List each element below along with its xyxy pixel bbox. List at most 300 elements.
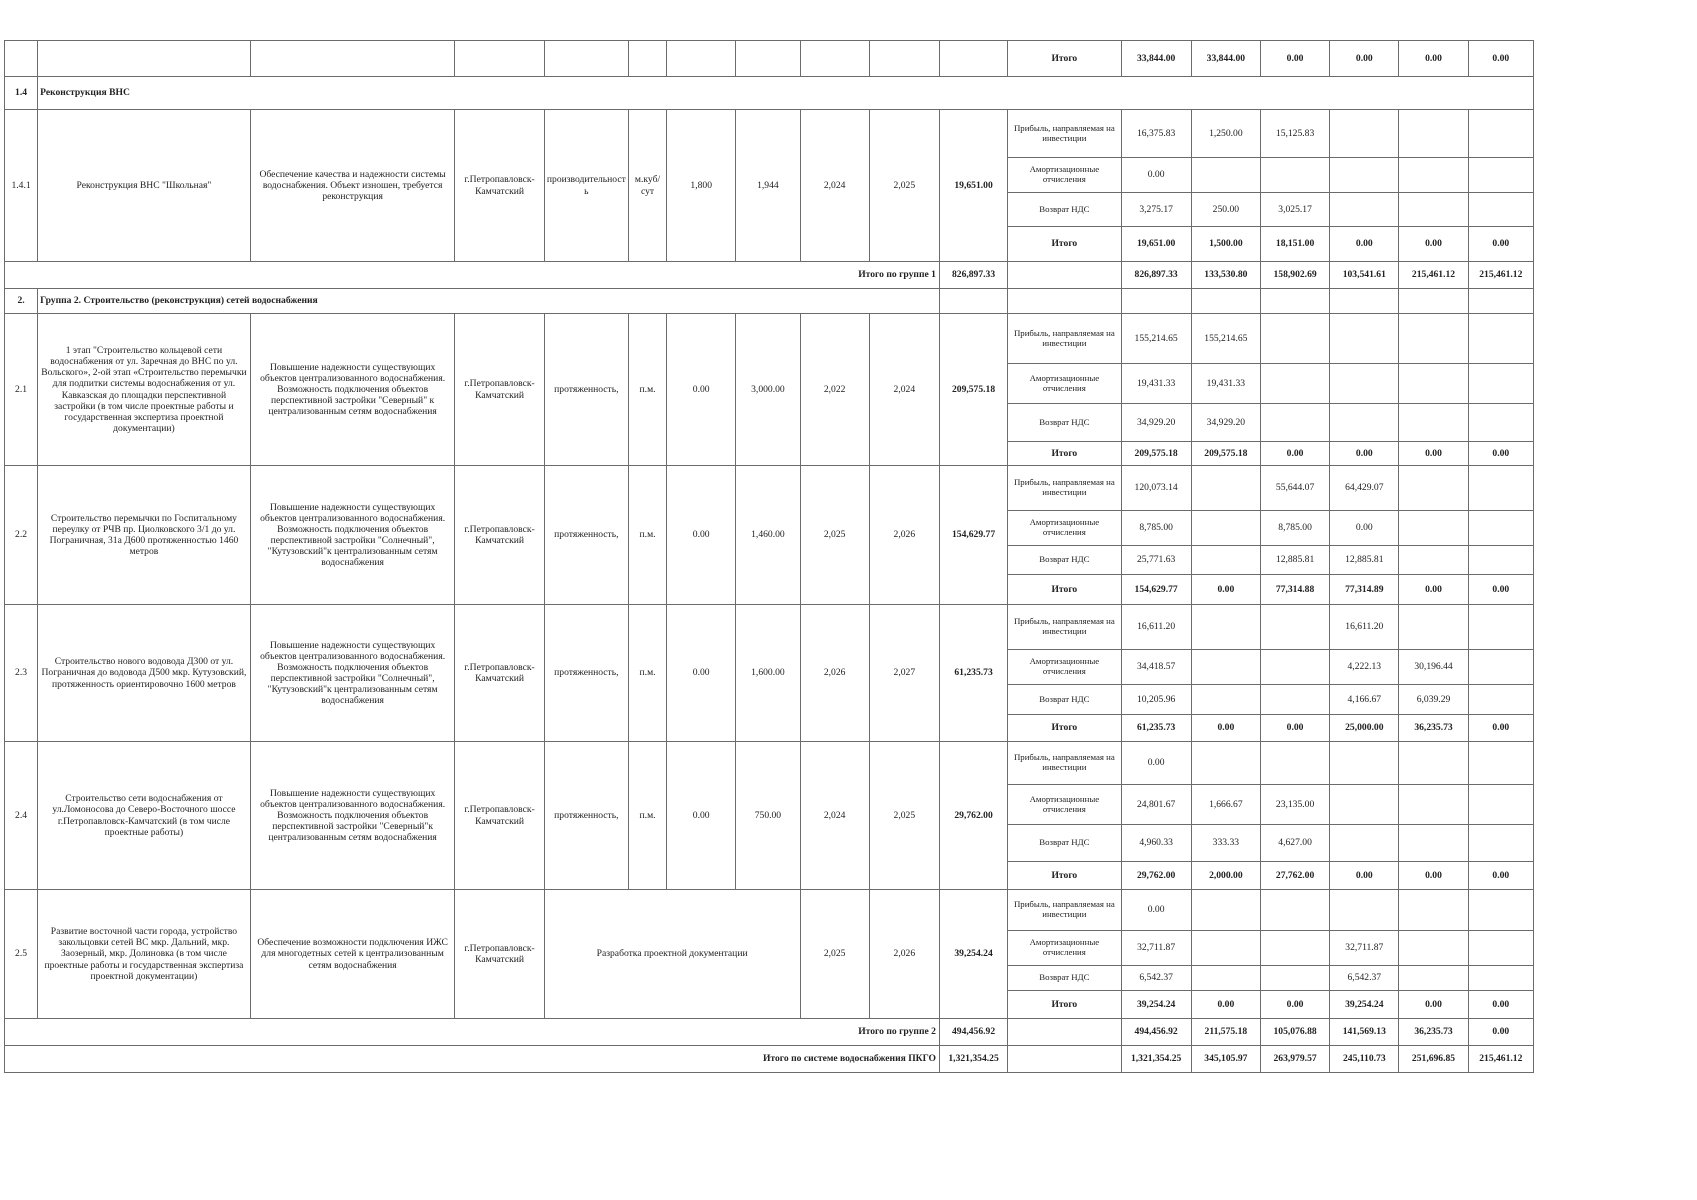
group-total-label: Итого по группе 2 [5,1019,940,1046]
value-cell: 30,196.44 [1399,650,1468,685]
project-purpose: Обеспечение возможности подключения ИЖС для многодетных сетей к централизованным сетям водоснабжения [250,890,455,1019]
empty-cell [1008,1046,1121,1073]
value-cell: 15,125.83 [1260,110,1329,158]
project-purpose: Повышение надежности существующих объектов централизованного водоснабжения. Возможность подключения объектов перспективной застройки "Солнечный", "Кутузовский"к централизованным сетям водоснабжения [250,466,455,605]
project-cost: 154,629.77 [939,466,1007,605]
funding-source-label: Амортизационные отчисления [1008,931,1121,966]
project-parameter: протяженность, [544,605,628,742]
value-cell [1399,511,1468,546]
value-cell: 25,771.63 [1121,546,1191,575]
project-note: Разработка проектной документации [544,890,800,1019]
project-location: г.Петропавловск-Камчатский [455,466,544,605]
value-cell [1191,650,1260,685]
value-cell: 39,254.24 [1121,991,1191,1019]
project-name: Развитие восточной части города, устройство закольцовки сетей ВС мкр. Дальний, мкр. Заозерный, мкр. Долиновка (в том числе проектные работы и государственная экспертиза проектной документации) [38,890,251,1019]
project-location: г.Петропавловск-Камчатский [455,742,544,890]
project-value-after: 1,460.00 [736,466,800,605]
total-label: Итого [1008,41,1121,77]
value-cell: 0.00 [1121,890,1191,931]
value-cell [1191,158,1260,193]
value-cell: 1,250.00 [1191,110,1260,158]
value-cell: 34,929.20 [1191,404,1260,442]
empty-cell [250,41,455,77]
value-cell [1330,364,1399,404]
value-cell [1468,650,1533,685]
project-start-year: 2,024 [800,110,869,262]
value-cell [1399,110,1468,158]
funding-source-label: Возврат НДС [1008,546,1121,575]
value-cell: 8,785.00 [1260,511,1329,546]
project-unit: п.м. [628,314,666,466]
project-purpose: Повышение надежности существующих объектов централизованного водоснабжения. Возможность подключения объектов перспективной застройки "Северный" к централизованным сетям водоснабжения [250,314,455,466]
empty-cell [455,41,544,77]
value-cell: 19,431.33 [1121,364,1191,404]
funding-source-label: Итого [1008,442,1121,466]
value-cell: 4,627.00 [1260,825,1329,862]
value-cell [1191,931,1260,966]
value-cell: 16,611.20 [1330,605,1399,650]
value-cell: 0.00 [1330,862,1399,890]
value-cell [1468,605,1533,650]
total-row [5,41,1534,77]
project-start-year: 2,025 [800,466,869,605]
value-cell: 36,235.73 [1399,715,1468,742]
value-cell: 12,885.81 [1260,546,1329,575]
value-cell [1399,364,1468,404]
value-cell: 0.00 [1399,442,1468,466]
project-name: Строительство нового водовода Д300 от ул. Пограничная до водовода Д500 мкр. Кутузовский, протяженность ориентировочно 1600 метров [38,605,251,742]
empty-cell [939,289,1007,314]
value-cell: 251,696.85 [1399,1046,1468,1073]
funding-source-label: Возврат НДС [1008,966,1121,991]
project-value-before: 0.00 [667,605,736,742]
value-cell [1260,931,1329,966]
value-cell [1468,966,1533,991]
value-cell [1191,966,1260,991]
section-number: 2. [5,289,38,314]
value-cell: 0.00 [1399,862,1468,890]
project-value-before: 0.00 [667,742,736,890]
empty-cell [1008,1019,1121,1046]
value-cell [1468,825,1533,862]
value-cell [1260,685,1329,715]
value-cell: 0.00 [1330,511,1399,546]
project-location: г.Петропавловск-Камчатский [455,110,544,262]
project-cost: 61,235.73 [939,605,1007,742]
value-cell: 0.00 [1399,227,1468,262]
investment-program-table [4,40,1534,1073]
empty-cell [1008,262,1121,289]
project-purpose: Обеспечение качества и надежности системы водоснабжения. Объект изношен, требуется реконструкция [250,110,455,262]
value-cell [1468,785,1533,825]
project-purpose: Повышение надежности существующих объектов централизованного водоснабжения. Возможность подключения объектов перспективной застройки "Северный"к централизованным сетям водоснабжения [250,742,455,890]
empty-cell [939,41,1007,77]
value-cell: 0.00 [1121,158,1191,193]
value-cell [1468,193,1533,227]
project-number: 2.4 [5,742,38,890]
value-cell: 0.00 [1260,715,1329,742]
funding-source-label: Возврат НДС [1008,193,1121,227]
project-start-year: 2,022 [800,314,869,466]
project-row [5,890,1534,931]
value-cell: 345,105.97 [1191,1046,1260,1073]
value-cell [1330,193,1399,227]
value-cell: 55,644.07 [1260,466,1329,511]
value-cell [1191,742,1260,785]
system-total-row [5,1046,1534,1073]
value-cell: 154,629.77 [1121,575,1191,605]
project-parameter: производительность [544,110,628,262]
value-cell: 16,375.83 [1121,110,1191,158]
value-cell: 0.00 [1399,575,1468,605]
value-cell [1468,742,1533,785]
project-number: 2.1 [5,314,38,466]
value-cell [1399,742,1468,785]
system-total-label: Итого по системе водоснабжения ПКГО [5,1046,940,1073]
project-name: 1 этап "Строительство кольцевой сети водоснабжения от ул. Заречная до ВНС по ул. Вольского», 2-ой этап «Строительство перемычки для подпитки системы водоснабжения от ул. Кавказская до площадки перспективной застройки (в том числе проектные работы и государственная экспертиза проектной документации) [38,314,251,466]
project-row [5,466,1534,511]
value-cell [1468,685,1533,715]
project-value-after: 1,944 [736,110,800,262]
value-cell: 0.00 [1191,715,1260,742]
value-cell: 0.00 [1468,575,1533,605]
value-cell [1191,890,1260,931]
value-cell [1399,605,1468,650]
project-number: 2.3 [5,605,38,742]
value-cell: 215,461.12 [1468,262,1533,289]
empty-cell [5,41,38,77]
funding-source-label: Амортизационные отчисления [1008,158,1121,193]
value-cell: 215,461.12 [1468,1046,1533,1073]
value-cell: 0.00 [1468,1019,1533,1046]
value-cell [1191,546,1260,575]
empty-cell [1330,289,1399,314]
funding-source-label: Амортизационные отчисления [1008,785,1121,825]
project-value-before: 1,800 [667,110,736,262]
value-cell: 77,314.89 [1330,575,1399,605]
value-cell: 103,541.61 [1330,262,1399,289]
value-cell: 0.00 [1330,41,1399,77]
funding-source-label: Возврат НДС [1008,825,1121,862]
empty-cell [869,41,939,77]
value-cell: 4,960.33 [1121,825,1191,862]
value-cell [1399,193,1468,227]
funding-source-label: Прибыль, направляемая на инвестиции [1008,742,1121,785]
funding-source-label: Прибыль, направляемая на инвестиции [1008,314,1121,364]
value-cell [1191,511,1260,546]
value-cell: 32,711.87 [1121,931,1191,966]
project-number: 2.2 [5,466,38,605]
funding-source-label: Возврат НДС [1008,685,1121,715]
project-name: Реконструкция ВНС "Школьная" [38,110,251,262]
project-unit: п.м. [628,605,666,742]
funding-source-label: Прибыль, направляемая на инвестиции [1008,110,1121,158]
value-cell: 0.00 [1191,575,1260,605]
value-cell: 32,711.87 [1330,931,1399,966]
value-cell [1468,158,1533,193]
funding-source-label: Амортизационные отчисления [1008,650,1121,685]
value-cell: 120,073.14 [1121,466,1191,511]
value-cell [1260,966,1329,991]
value-cell [1260,364,1329,404]
value-cell [1468,314,1533,364]
section-header-row [5,77,1534,110]
funding-source-label: Прибыль, направляемая на инвестиции [1008,605,1121,650]
value-cell: 19,431.33 [1191,364,1260,404]
value-cell: 0.00 [1191,991,1260,1019]
value-cell [1399,314,1468,364]
section-header-row [5,289,1534,314]
project-location: г.Петропавловск-Камчатский [455,890,544,1019]
value-cell [1399,785,1468,825]
value-cell: 158,902.69 [1260,262,1329,289]
value-cell: 333.33 [1191,825,1260,862]
value-cell: 77,314.88 [1260,575,1329,605]
value-cell [1260,404,1329,442]
value-cell [1330,158,1399,193]
funding-source-label: Итого [1008,862,1121,890]
project-parameter: протяженность, [544,742,628,890]
value-cell: 0.00 [1468,991,1533,1019]
value-cell: 0.00 [1468,442,1533,466]
value-cell: 155,214.65 [1121,314,1191,364]
value-cell: 16,611.20 [1121,605,1191,650]
value-cell: 0.00 [1468,41,1533,77]
value-cell: 0.00 [1468,227,1533,262]
funding-source-label: Возврат НДС [1008,404,1121,442]
project-value-after: 3,000.00 [736,314,800,466]
value-cell: 3,275.17 [1121,193,1191,227]
value-cell [1468,466,1533,511]
section-number: 1.4 [5,77,38,110]
project-name: Строительство сети водоснабжения от ул.Ломоносова до Северо-Восточного шоссе г.Петропавловск-Камчатский (в том числе проектные работы) [38,742,251,890]
project-location: г.Петропавловск-Камчатский [455,314,544,466]
value-cell [1468,364,1533,404]
value-cell: 0.00 [1260,41,1329,77]
table-body [5,41,1534,1073]
value-cell: 4,166.67 [1330,685,1399,715]
project-value-after: 1,600.00 [736,605,800,742]
project-value-before: 0.00 [667,466,736,605]
project-cost: 209,575.18 [939,314,1007,466]
value-cell [1468,890,1533,931]
value-cell [1330,742,1399,785]
project-end-year: 2,026 [869,466,939,605]
funding-source-label: Прибыль, направляемая на инвестиции [1008,890,1121,931]
value-cell: 0.00 [1330,227,1399,262]
value-cell: 24,801.67 [1121,785,1191,825]
empty-cell [800,41,869,77]
value-cell: 133,530.80 [1191,262,1260,289]
value-cell [1468,931,1533,966]
value-cell [1399,931,1468,966]
value-cell: 826,897.33 [1121,262,1191,289]
empty-cell [1191,289,1260,314]
project-cost: 29,762.00 [939,742,1007,890]
value-cell [1330,890,1399,931]
value-cell: 6,542.37 [1121,966,1191,991]
project-location: г.Петропавловск-Камчатский [455,605,544,742]
value-cell: 494,456.92 [1121,1019,1191,1046]
value-cell [1260,605,1329,650]
value-cell: 27,762.00 [1260,862,1329,890]
funding-source-label: Итого [1008,715,1121,742]
value-cell: 4,222.13 [1330,650,1399,685]
value-cell: 33,844.00 [1121,41,1191,77]
project-unit: м.куб/сут [628,110,666,262]
value-cell [1330,785,1399,825]
value-cell [1260,158,1329,193]
empty-cell [38,41,251,77]
group-total-row [5,262,1534,289]
value-cell: 36,235.73 [1399,1019,1468,1046]
value-cell: 155,214.65 [1191,314,1260,364]
value-cell [1468,404,1533,442]
value-cell: 12,885.81 [1330,546,1399,575]
value-cell [1399,404,1468,442]
value-cell [1330,825,1399,862]
funding-source-label: Прибыль, направляемая на инвестиции [1008,466,1121,511]
project-row [5,314,1534,364]
project-number: 2.5 [5,890,38,1019]
project-end-year: 2,024 [869,314,939,466]
empty-cell [1008,289,1121,314]
funding-source-label: Амортизационные отчисления [1008,511,1121,546]
project-end-year: 2,026 [869,890,939,1019]
project-start-year: 2,024 [800,742,869,890]
value-cell: 1,666.67 [1191,785,1260,825]
section-title: Реконструкция ВНС [38,77,1534,110]
value-cell: 209,575.18 [1121,442,1191,466]
value-cell [1191,605,1260,650]
empty-cell [1468,289,1533,314]
group-total-cost: 494,456.92 [939,1019,1007,1046]
value-cell [1468,546,1533,575]
project-value-after: 750.00 [736,742,800,890]
value-cell: 1,500.00 [1191,227,1260,262]
value-cell [1191,685,1260,715]
value-cell: 105,076.88 [1260,1019,1329,1046]
project-parameter: протяженность, [544,466,628,605]
value-cell: 23,135.00 [1260,785,1329,825]
group-total-cost: 826,897.33 [939,262,1007,289]
empty-cell [1260,289,1329,314]
value-cell: 245,110.73 [1330,1046,1399,1073]
project-row [5,742,1534,785]
value-cell [1399,966,1468,991]
value-cell [1399,890,1468,931]
value-cell [1260,890,1329,931]
project-purpose: Повышение надежности существующих объектов централизованного водоснабжения. Возможность подключения объектов перспективной застройки "Солнечный", "Кутузовский"к централизованным сетям водоснабжения [250,605,455,742]
value-cell: 6,039.29 [1399,685,1468,715]
value-cell: 2,000.00 [1191,862,1260,890]
value-cell: 0.00 [1121,742,1191,785]
value-cell: 209,575.18 [1191,442,1260,466]
value-cell: 0.00 [1399,41,1468,77]
value-cell: 3,025.17 [1260,193,1329,227]
funding-source-label: Итого [1008,227,1121,262]
value-cell: 0.00 [1260,442,1329,466]
group-total-row [5,1019,1534,1046]
value-cell: 34,929.20 [1121,404,1191,442]
value-cell: 0.00 [1399,991,1468,1019]
value-cell: 18,151.00 [1260,227,1329,262]
value-cell [1468,511,1533,546]
value-cell: 29,762.00 [1121,862,1191,890]
value-cell [1191,466,1260,511]
value-cell: 250.00 [1191,193,1260,227]
project-row [5,605,1534,650]
value-cell: 34,418.57 [1121,650,1191,685]
section-title: Группа 2. Строительство (реконструкция) сетей водоснабжения [38,289,940,314]
empty-cell [667,41,736,77]
value-cell [1468,110,1533,158]
value-cell: 39,254.24 [1330,991,1399,1019]
value-cell: 61,235.73 [1121,715,1191,742]
value-cell: 263,979.57 [1260,1046,1329,1073]
value-cell: 64,429.07 [1330,466,1399,511]
empty-cell [1121,289,1191,314]
project-value-before: 0.00 [667,314,736,466]
value-cell: 0.00 [1260,991,1329,1019]
value-cell [1260,742,1329,785]
value-cell: 141,569.13 [1330,1019,1399,1046]
project-name: Строительство перемычки по Госпитальному переулку от РЧВ пр. Циолковского 3/1 до ул. Пограничная, 31а Д600 протяженностью 1460 метров [38,466,251,605]
value-cell: 0.00 [1468,862,1533,890]
project-cost: 39,254.24 [939,890,1007,1019]
value-cell: 10,205.96 [1121,685,1191,715]
empty-cell [544,41,628,77]
project-parameter: протяженность, [544,314,628,466]
funding-source-label: Амортизационные отчисления [1008,364,1121,404]
value-cell [1260,314,1329,364]
value-cell: 215,461.12 [1399,262,1468,289]
value-cell: 33,844.00 [1191,41,1260,77]
value-cell: 8,785.00 [1121,511,1191,546]
funding-source-label: Итого [1008,575,1121,605]
project-unit: п.м. [628,742,666,890]
value-cell [1399,825,1468,862]
project-row [5,110,1534,158]
value-cell: 0.00 [1330,442,1399,466]
value-cell [1330,404,1399,442]
value-cell: 0.00 [1468,715,1533,742]
system-total-cost: 1,321,354.25 [939,1046,1007,1073]
value-cell: 1,321,354.25 [1121,1046,1191,1073]
value-cell [1399,158,1468,193]
project-start-year: 2,025 [800,890,869,1019]
group-total-label: Итого по группе 1 [5,262,940,289]
project-end-year: 2,027 [869,605,939,742]
project-end-year: 2,025 [869,110,939,262]
value-cell [1330,110,1399,158]
value-cell [1399,466,1468,511]
empty-cell [736,41,800,77]
value-cell [1260,650,1329,685]
value-cell: 25,000.00 [1330,715,1399,742]
funding-source-label: Итого [1008,991,1121,1019]
value-cell: 211,575.18 [1191,1019,1260,1046]
value-cell [1399,546,1468,575]
project-number: 1.4.1 [5,110,38,262]
value-cell: 19,651.00 [1121,227,1191,262]
project-cost: 19,651.00 [939,110,1007,262]
project-unit: п.м. [628,466,666,605]
project-end-year: 2,025 [869,742,939,890]
value-cell: 6,542.37 [1330,966,1399,991]
project-start-year: 2,026 [800,605,869,742]
value-cell [1330,314,1399,364]
